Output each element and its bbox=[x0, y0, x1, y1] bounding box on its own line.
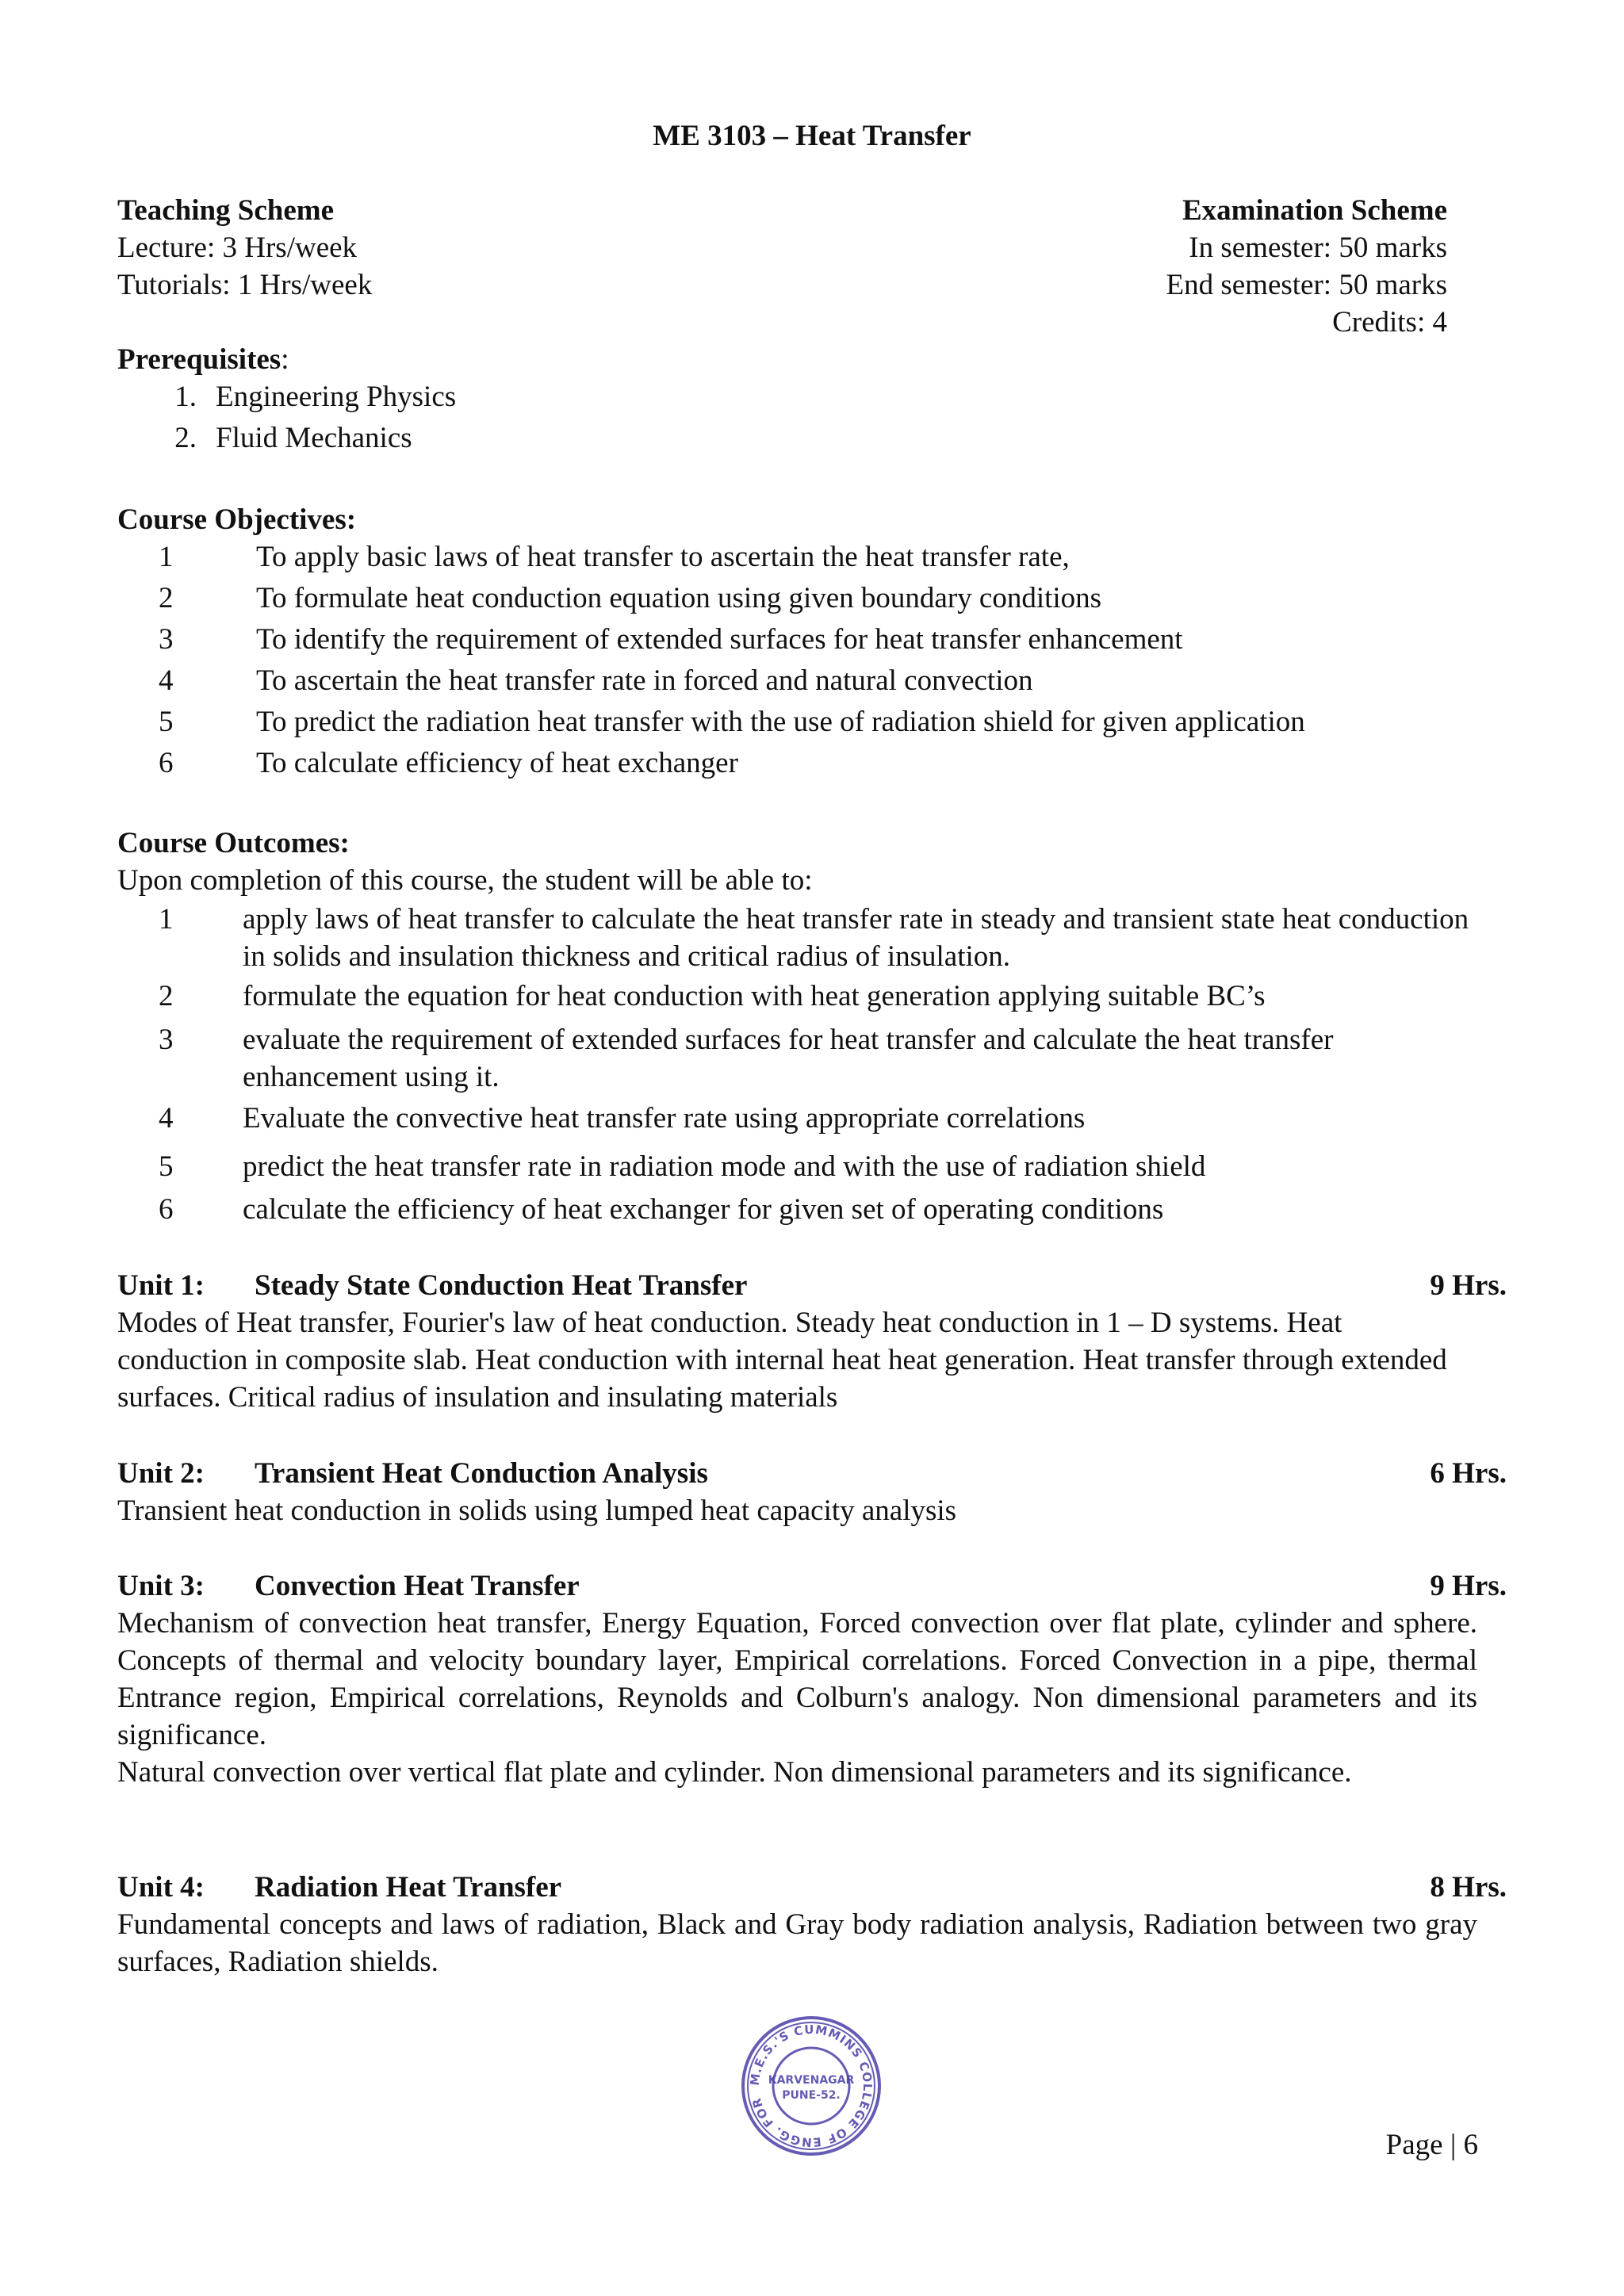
objective-item bbox=[117, 744, 1465, 786]
college-seal-icon bbox=[739, 2014, 883, 2158]
unit-header bbox=[117, 1567, 1507, 1605]
examination-scheme-heading: Examination Scheme bbox=[1182, 194, 1447, 227]
unit-title: Steady State Conduction Heat Transfer bbox=[255, 1269, 748, 1302]
unit-title: Radiation Heat Transfer bbox=[255, 1871, 562, 1904]
unit-number: Unit 3: bbox=[117, 1570, 205, 1602]
unit-header bbox=[117, 1267, 1507, 1304]
course-objectives-heading: Course Objectives: bbox=[117, 503, 357, 536]
unit-header bbox=[117, 1455, 1507, 1492]
objective-text: To identify the requirement of extended surfaces for heat transfer enhancement bbox=[256, 623, 1183, 656]
examination-scheme bbox=[971, 192, 1447, 341]
objective-item bbox=[117, 538, 1465, 580]
unit-title: Convection Heat Transfer bbox=[255, 1570, 580, 1602]
objective-item bbox=[117, 580, 1465, 621]
course-outcomes-intro: Upon completion of this course, the student will be able to: bbox=[117, 864, 813, 897]
objective-number: 5 bbox=[159, 706, 174, 738]
unit-hours: 9 Hrs. bbox=[1430, 1269, 1507, 1302]
prerequisite-item bbox=[117, 378, 1465, 419]
prerequisite-text: Engineering Physics bbox=[216, 381, 457, 413]
unit-hours: 8 Hrs. bbox=[1430, 1871, 1507, 1904]
outcome-number: 2 bbox=[159, 980, 174, 1012]
unit-description bbox=[117, 1492, 1450, 1529]
unit-paragraph: Natural convection over vertical flat plate and cylinder. Non dimensional parameters and its significance. bbox=[117, 1756, 1352, 1789]
outcome-item bbox=[117, 1148, 1481, 1185]
prerequisites-heading bbox=[117, 341, 1465, 378]
outcome-number: 3 bbox=[159, 1024, 174, 1056]
outcome-number: 6 bbox=[159, 1193, 174, 1226]
objective-text: To ascertain the heat transfer rate in forced and natural convection bbox=[256, 664, 1033, 697]
unit-number: Unit 2: bbox=[117, 1457, 205, 1490]
unit-3 bbox=[117, 1567, 1507, 1791]
unit-hours: 9 Hrs. bbox=[1430, 1570, 1507, 1602]
unit-hours: 6 Hrs. bbox=[1430, 1457, 1507, 1490]
outcome-text: calculate the efficiency of heat exchanger for given set of operating conditions bbox=[243, 1193, 1164, 1226]
prerequisites-colon: : bbox=[281, 343, 289, 376]
unit-paragraph: Modes of Heat transfer, Fourier's law of heat conduction. Steady heat conduction in 1 – D systems. Heat conduction in composite slab. Heat conduction with internal heat heat generation. Heat transfer through extended surfaces. Critical radius of insulation and insulating materials bbox=[117, 1307, 1447, 1414]
stamp-line-1: KARVENAGAR bbox=[768, 2074, 855, 2087]
objective-number: 1 bbox=[159, 541, 174, 573]
objective-text: To formulate heat conduction equation using given boundary conditions bbox=[256, 582, 1102, 614]
prerequisite-number: 2. bbox=[174, 422, 197, 454]
unit-description bbox=[117, 1605, 1477, 1791]
course-outcomes-heading: Course Outcomes: bbox=[117, 827, 350, 859]
tutorial-hours: Tutorials: 1 Hrs/week bbox=[117, 269, 373, 301]
objective-text: To apply basic laws of heat transfer to ascertain the heat transfer rate, bbox=[256, 541, 1070, 573]
unit-2 bbox=[117, 1455, 1507, 1529]
unit-4 bbox=[117, 1869, 1507, 1980]
outcome-number: 5 bbox=[159, 1150, 174, 1183]
unit-description bbox=[117, 1304, 1450, 1416]
objective-text: To calculate efficiency of heat exchanger bbox=[256, 747, 738, 779]
course-outcomes-section bbox=[117, 825, 1481, 1228]
college-stamp bbox=[739, 2014, 883, 2158]
objective-text: To predict the radiation heat transfer with the use of radiation shield for given application bbox=[256, 706, 1305, 738]
unit-paragraph: Transient heat conduction in solids using lumped heat capacity analysis bbox=[117, 1494, 957, 1527]
outcome-text: apply laws of heat transfer to calculate the heat transfer rate in steady and transient state heat conduction in solids and insulation thickness and critical radius of insulation. bbox=[243, 903, 1469, 973]
prerequisite-item bbox=[117, 419, 1465, 461]
unit-header bbox=[117, 1869, 1507, 1906]
outcome-text: predict the heat transfer rate in radiation mode and with the use of radiation shield bbox=[243, 1150, 1206, 1183]
outcome-text: Evaluate the convective heat transfer rate using appropriate correlations bbox=[243, 1102, 1086, 1135]
unit-paragraph: Fundamental concepts and laws of radiation, Black and Gray body radiation analysis, Radiation between two gray surfaces, Radiation shields. bbox=[117, 1908, 1477, 1978]
unit-1 bbox=[117, 1267, 1507, 1416]
in-semester-marks: In semester: 50 marks bbox=[1189, 232, 1447, 264]
objective-number: 2 bbox=[159, 582, 174, 614]
outcome-number: 1 bbox=[159, 903, 174, 936]
outcome-item bbox=[117, 901, 1481, 975]
prerequisites-label: Prerequisites bbox=[117, 343, 282, 376]
unit-paragraph: Mechanism of convection heat transfer, Energy Equation, Forced convection over flat plate, cylinder and sphere. Concepts of thermal and velocity boundary layer, Empirical correlations. Forced Convection in a pipe, thermal Entrance region, Empirical correlations, Reynolds and Colburn's analogy. Non dimensional parameters and its significance. bbox=[117, 1607, 1477, 1751]
page-number: Page | 6 bbox=[1385, 2129, 1478, 2161]
objective-number: 6 bbox=[159, 747, 174, 779]
prerequisite-text: Fluid Mechanics bbox=[216, 422, 412, 454]
outcome-number: 4 bbox=[159, 1102, 174, 1135]
outcome-item bbox=[117, 978, 1481, 1015]
document-title: ME 3103 – Heat Transfer bbox=[653, 120, 971, 152]
objective-number: 4 bbox=[159, 664, 174, 697]
unit-description bbox=[117, 1906, 1477, 1980]
objective-number: 3 bbox=[159, 623, 174, 656]
teaching-scheme-heading: Teaching Scheme bbox=[117, 194, 335, 227]
outcome-item bbox=[117, 1191, 1481, 1228]
end-semester-marks: End semester: 50 marks bbox=[1166, 269, 1447, 301]
objective-item bbox=[117, 621, 1465, 662]
unit-title: Transient Heat Conduction Analysis bbox=[255, 1457, 708, 1490]
outcome-text: formulate the equation for heat conduction with heat generation applying suitable BC’s bbox=[243, 980, 1266, 1012]
credits: Credits: 4 bbox=[1332, 306, 1447, 339]
prerequisite-number: 1. bbox=[174, 381, 197, 413]
stamp-line-2: PUNE-52. bbox=[782, 2089, 841, 2102]
course-objectives-section bbox=[117, 501, 1465, 786]
teaching-scheme bbox=[117, 192, 372, 304]
outcome-item bbox=[117, 1021, 1481, 1096]
unit-number: Unit 4: bbox=[117, 1871, 205, 1904]
outcome-item bbox=[117, 1100, 1481, 1137]
objective-item bbox=[117, 703, 1465, 744]
stamp-ring-text: M.E.S.'S CUMMINS COLLEGE OF ENGG. FOR bbox=[747, 2022, 875, 2150]
prerequisites-section bbox=[117, 341, 1465, 461]
lecture-hours: Lecture: 3 Hrs/week bbox=[117, 232, 358, 264]
objective-item bbox=[117, 662, 1465, 703]
outcome-text: evaluate the requirement of extended surfaces for heat transfer and calculate the heat transfer enhancement using it. bbox=[243, 1024, 1334, 1093]
unit-number: Unit 1: bbox=[117, 1269, 205, 1302]
